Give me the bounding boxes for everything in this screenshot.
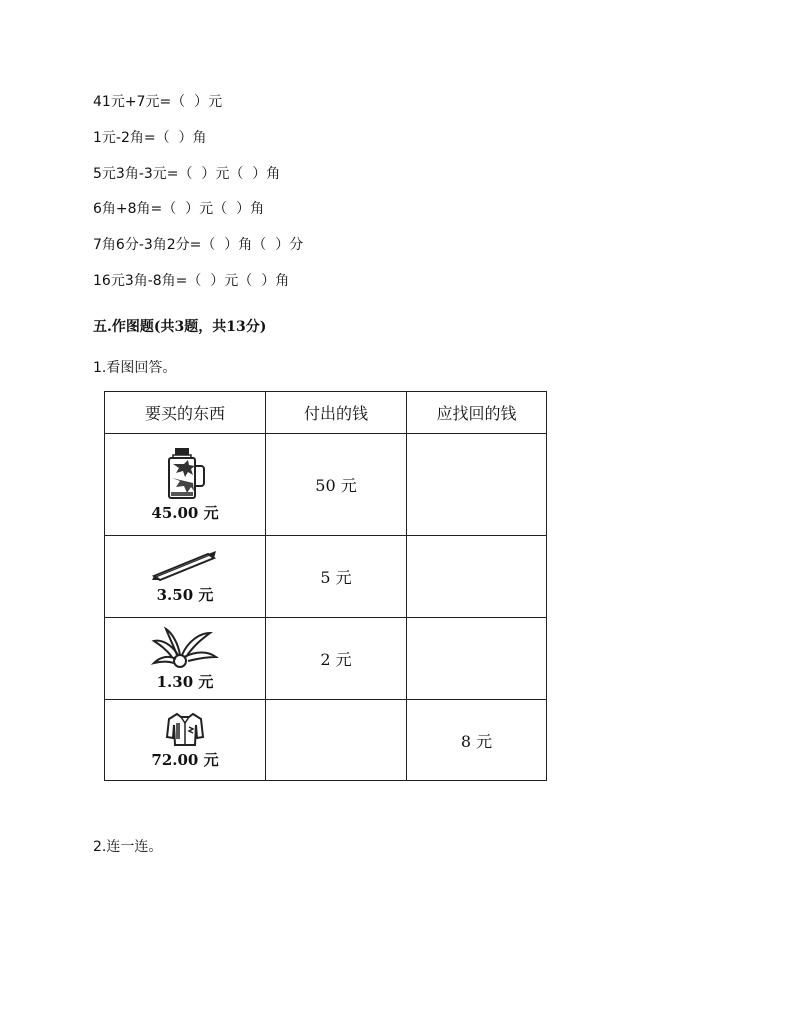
- paid-cell[interactable]: [266, 700, 407, 781]
- pencil-icon: [150, 548, 220, 582]
- change-cell[interactable]: [407, 618, 547, 700]
- shirt-icon: [165, 711, 205, 747]
- paid-cell: 2 元: [266, 618, 407, 700]
- item-price: 1.30 元: [156, 673, 214, 691]
- item-cell: [105, 536, 266, 618]
- change-cell: 8 元: [407, 700, 547, 781]
- table-header-row: [105, 392, 547, 434]
- section-heading: 五.作图题(共3题，共13分): [93, 319, 267, 335]
- paid-cell: 5 元: [266, 536, 407, 618]
- price-table: [104, 391, 547, 781]
- jar-icon: [163, 446, 207, 500]
- equation-3: 5元3角-3元=（ ）元（ ）角: [93, 166, 281, 182]
- paid-cell: 50 元: [266, 434, 407, 536]
- table-row: [105, 700, 547, 781]
- equation-5: 7角6分-3角2分=（ ）角（ ）分: [93, 237, 304, 253]
- shuttlecock-icon: [150, 625, 220, 669]
- item-cell: [105, 700, 266, 781]
- table-row: [105, 434, 547, 536]
- item-price: 72.00 元: [151, 750, 219, 769]
- table-row: [105, 618, 547, 700]
- equation-4: 6角+8角=（ ）元（ ）角: [93, 201, 265, 217]
- item-cell: [105, 618, 266, 700]
- question-1-label: 1.看图回答。: [93, 360, 177, 376]
- header-paid: 付出的钱: [266, 392, 407, 434]
- header-change: 应找回的钱: [407, 392, 547, 434]
- equation-1: 41元+7元=（ ）元: [93, 94, 223, 110]
- header-item: 要买的东西: [105, 392, 266, 434]
- item-price: 3.50 元: [156, 586, 214, 604]
- question-2-label: 2.连一连。: [93, 839, 163, 855]
- table-row: [105, 536, 547, 618]
- item-cell: [105, 434, 266, 536]
- change-cell[interactable]: [407, 536, 547, 618]
- change-cell[interactable]: [407, 434, 547, 536]
- item-price: 45.00 元: [151, 504, 219, 522]
- equation-6: 16元3角-8角=（ ）元（ ）角: [93, 273, 290, 289]
- equation-2: 1元-2角=（ ）角: [93, 130, 207, 146]
